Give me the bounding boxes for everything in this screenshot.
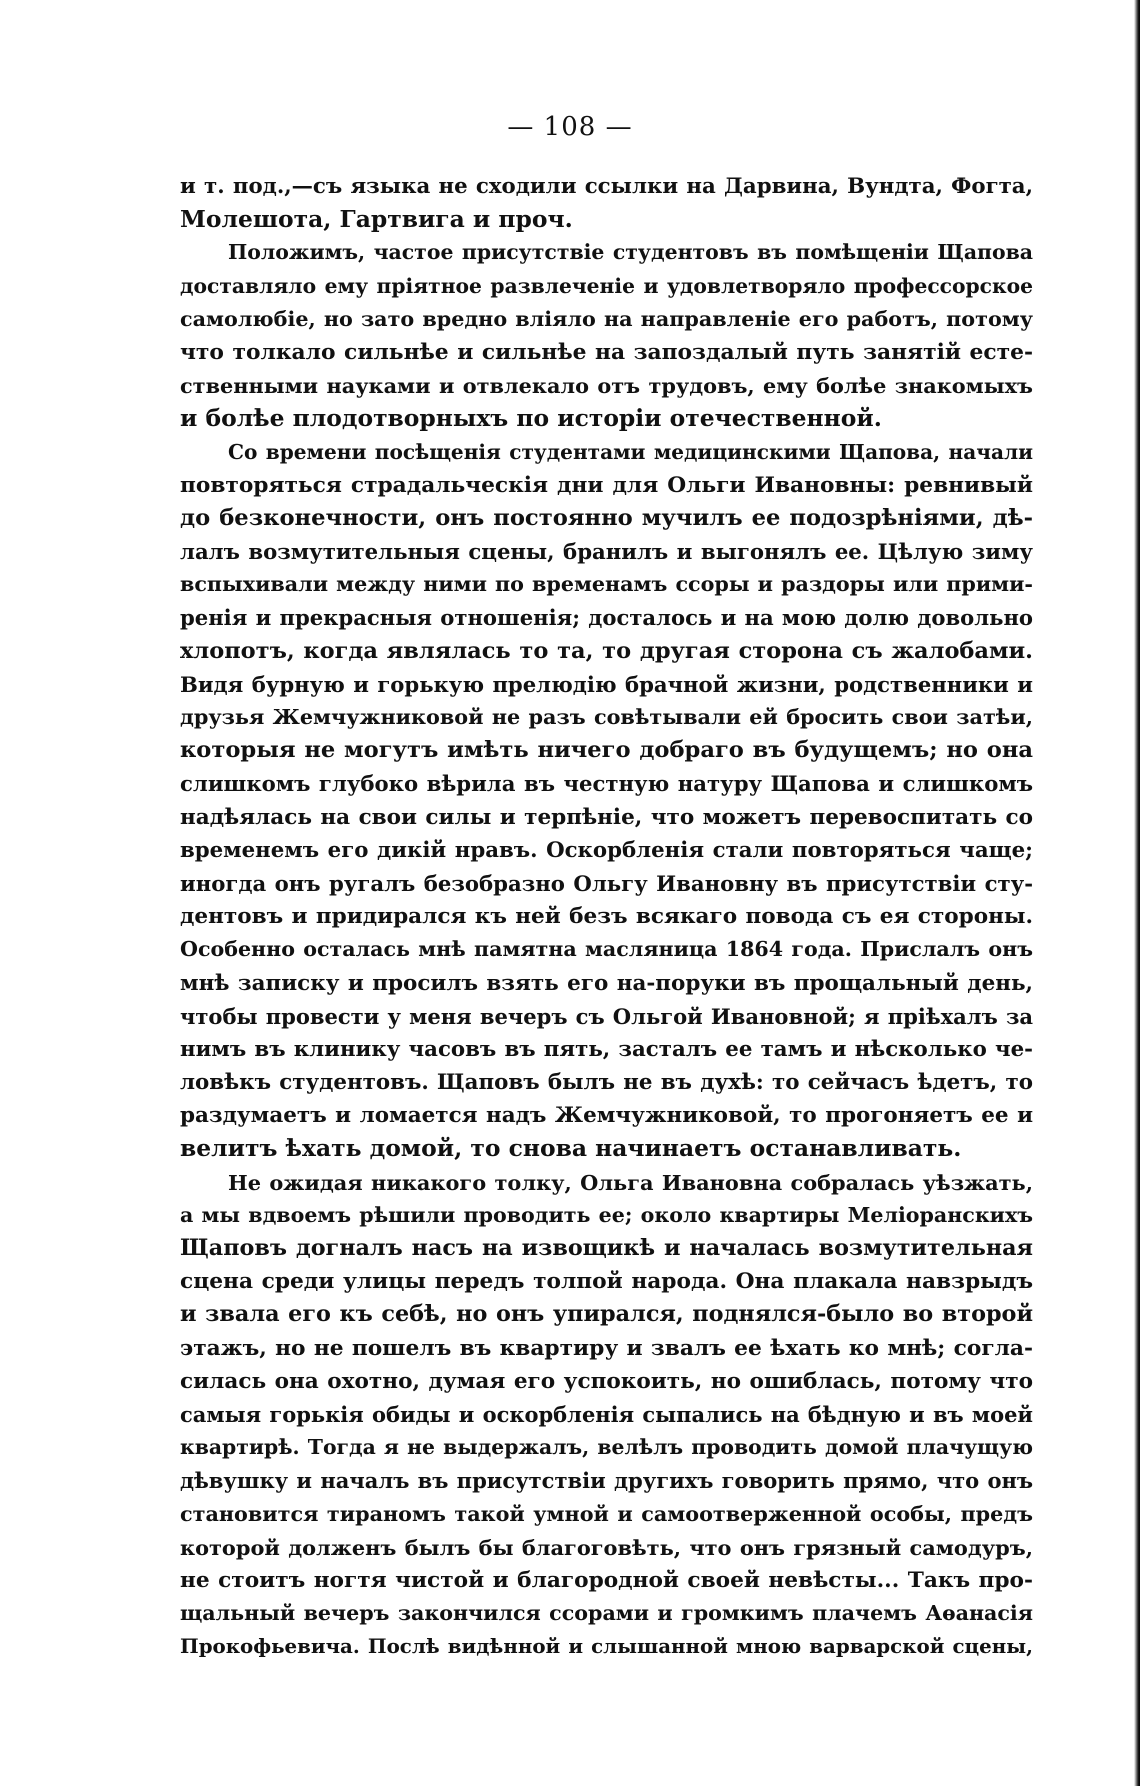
text-line: самолюбіе, но зато вредно вліяло на направленіе его работъ, потому bbox=[180, 306, 1033, 331]
text-line: которой долженъ былъ бы благоговѣть, что онъ грязный самодуръ, bbox=[180, 1534, 1033, 1560]
text-line: и т. под.,—съ языка не сходили ссылки на Дарвина, Вундта, Фогта, bbox=[180, 174, 1033, 199]
text-line: временемъ его дикій нравъ. Оскорбленія стали повторяться чаще; bbox=[180, 837, 1033, 863]
text-line: хлопотъ, когда являлась то та, то другая сторона съ жалобами. bbox=[180, 637, 1033, 664]
paragraph-2 bbox=[180, 236, 1033, 435]
text-line: квартирѣ. Тогда я не выдержалъ, велѣлъ проводить домой плачущую bbox=[180, 1435, 1033, 1460]
text-line: что толкало сильнѣе и сильнѣе на запоздалый путь занятій есте- bbox=[180, 339, 1033, 365]
text-line: до безконечности, онъ постоянно мучилъ ее подозрѣніями, дѣ- bbox=[180, 504, 1033, 531]
page-number: — 108 — bbox=[507, 112, 633, 142]
text-line: лалъ возмутительныя сцены, бранилъ и выгонялъ ее. Цѣлую зиму bbox=[180, 539, 1033, 565]
text-line: дентовъ и придирался къ ней безъ всякаго повода съ ея стороны. bbox=[180, 904, 1033, 930]
text-line: Положимъ, частое присутствіе студентовъ въ помѣщеніи Щапова bbox=[228, 240, 1033, 265]
text-line: Особенно осталась мнѣ памятна масляница 1864 года. Прислалъ онъ bbox=[180, 937, 1033, 962]
text-line: и звала его къ себѣ, но онъ упирался, поднялся-было во второй bbox=[180, 1301, 1033, 1328]
text-line: щальный вечеръ закончился ссорами и громкимъ плачемъ Аѳанасія bbox=[180, 1601, 1033, 1626]
text-line: повторяться страдальческія дни для Ольги Ивановны: ревнивый bbox=[180, 472, 1033, 498]
text-line: ренія и прекрасныя отношенія; досталось и на мою долю довольно bbox=[180, 605, 1033, 631]
text-line: Щаповъ догналъ насъ на извощикѣ и началась возмутительная bbox=[180, 1235, 1033, 1261]
page-edge-shadow bbox=[1134, 0, 1140, 1786]
text-line: этажъ, но не пошелъ въ квартиру и звалъ ее ѣхать ко мнѣ; согла- bbox=[180, 1335, 1033, 1361]
text-line: велитъ ѣхать домой, то снова начинаетъ останавливать. bbox=[180, 1134, 962, 1163]
text-line: раздумаетъ и ломается надъ Жемчужниковой, то прогоняетъ ее и bbox=[180, 1103, 1033, 1129]
text-line: иногда онъ ругалъ безобразно Ольгу Ивановну въ присутствіи сту- bbox=[180, 870, 1033, 896]
text-line: и болѣе плодотворныхъ по исторіи отечественной. bbox=[180, 404, 882, 433]
text-line: доставляло ему пріятное развлеченіе и удовлетворяло профессорское bbox=[180, 273, 1033, 298]
text-line: ловѣкъ студентовъ. Щаповъ былъ не въ духѣ: то сейчасъ ѣдетъ, то bbox=[180, 1070, 1033, 1096]
text-line: дѣвушку и началъ въ присутствіи другихъ говорить прямо, что онъ bbox=[180, 1468, 1033, 1494]
text-line: надѣялась на свои силы и терпѣніе, что можетъ перевоспитать со bbox=[180, 804, 1033, 830]
text-line: которыя не могутъ имѣть ничего добраго въ будущемъ; но она bbox=[180, 737, 1033, 764]
text-line: Видя бурную и горькую прелюдію брачной жизни, родственники и bbox=[180, 671, 1033, 697]
text-line: сцена среди улицы передъ толпой народа. Она плакала навзрыдъ bbox=[180, 1269, 1033, 1295]
text-line: Не ожидая никакого толку, Ольга Ивановна собралась уѣзжать, bbox=[228, 1169, 1033, 1195]
text-line: самыя горькія обиды и оскорбленія сыпались на бѣдную и въ моей bbox=[180, 1401, 1033, 1427]
body-text bbox=[180, 170, 1033, 1663]
text-line: а мы вдвоемъ рѣшили проводить ее; около квартиры Меліоранскихъ bbox=[180, 1202, 1033, 1227]
text-line: вспыхивали между ними по временамъ ссоры и раздоры или прими- bbox=[180, 572, 1033, 597]
text-line: силась она охотно, думая его успокоить, но ошиблась, потому что bbox=[180, 1368, 1033, 1394]
text-line: слишкомъ глубоко вѣрила въ честную натуру Щапова и слишкомъ bbox=[180, 771, 1033, 797]
text-line: мнѣ записку и просилъ взять его на-поруки въ прощальный день, bbox=[180, 970, 1033, 996]
text-line: ственными науками и отвлекало отъ трудовъ, ему болѣе знакомыхъ bbox=[180, 373, 1033, 399]
paragraph-3 bbox=[180, 436, 1033, 1166]
text-line: друзья Жемчужниковой не разъ совѣтывали ей бросить свои затѣи, bbox=[180, 705, 1033, 729]
text-line: Прокофьевича. Послѣ видѣнной и слышанной мною варварской сцены, bbox=[180, 1634, 1033, 1659]
text-line: нимъ въ клинику часовъ въ пять, засталъ ее тамъ и нѣсколько че- bbox=[180, 1036, 1033, 1062]
text-line: Со времени посѣщенія студентами медицинскими Щапова, начали bbox=[228, 439, 1033, 464]
text-line: не стоитъ ногтя чистой и благородной своей невѣсты... Такъ про- bbox=[180, 1567, 1033, 1593]
text-line: чтобы провести у меня вечеръ съ Ольгой Ивановной; я пріѣхалъ за bbox=[180, 1003, 1033, 1029]
paragraph-1 bbox=[180, 170, 1033, 236]
text-line: Молешота, Гартвига и проч. bbox=[180, 205, 573, 234]
paragraph-4 bbox=[180, 1166, 1033, 1664]
text-line: становится тираномъ такой умной и самоотверженной особы, предъ bbox=[180, 1501, 1033, 1526]
